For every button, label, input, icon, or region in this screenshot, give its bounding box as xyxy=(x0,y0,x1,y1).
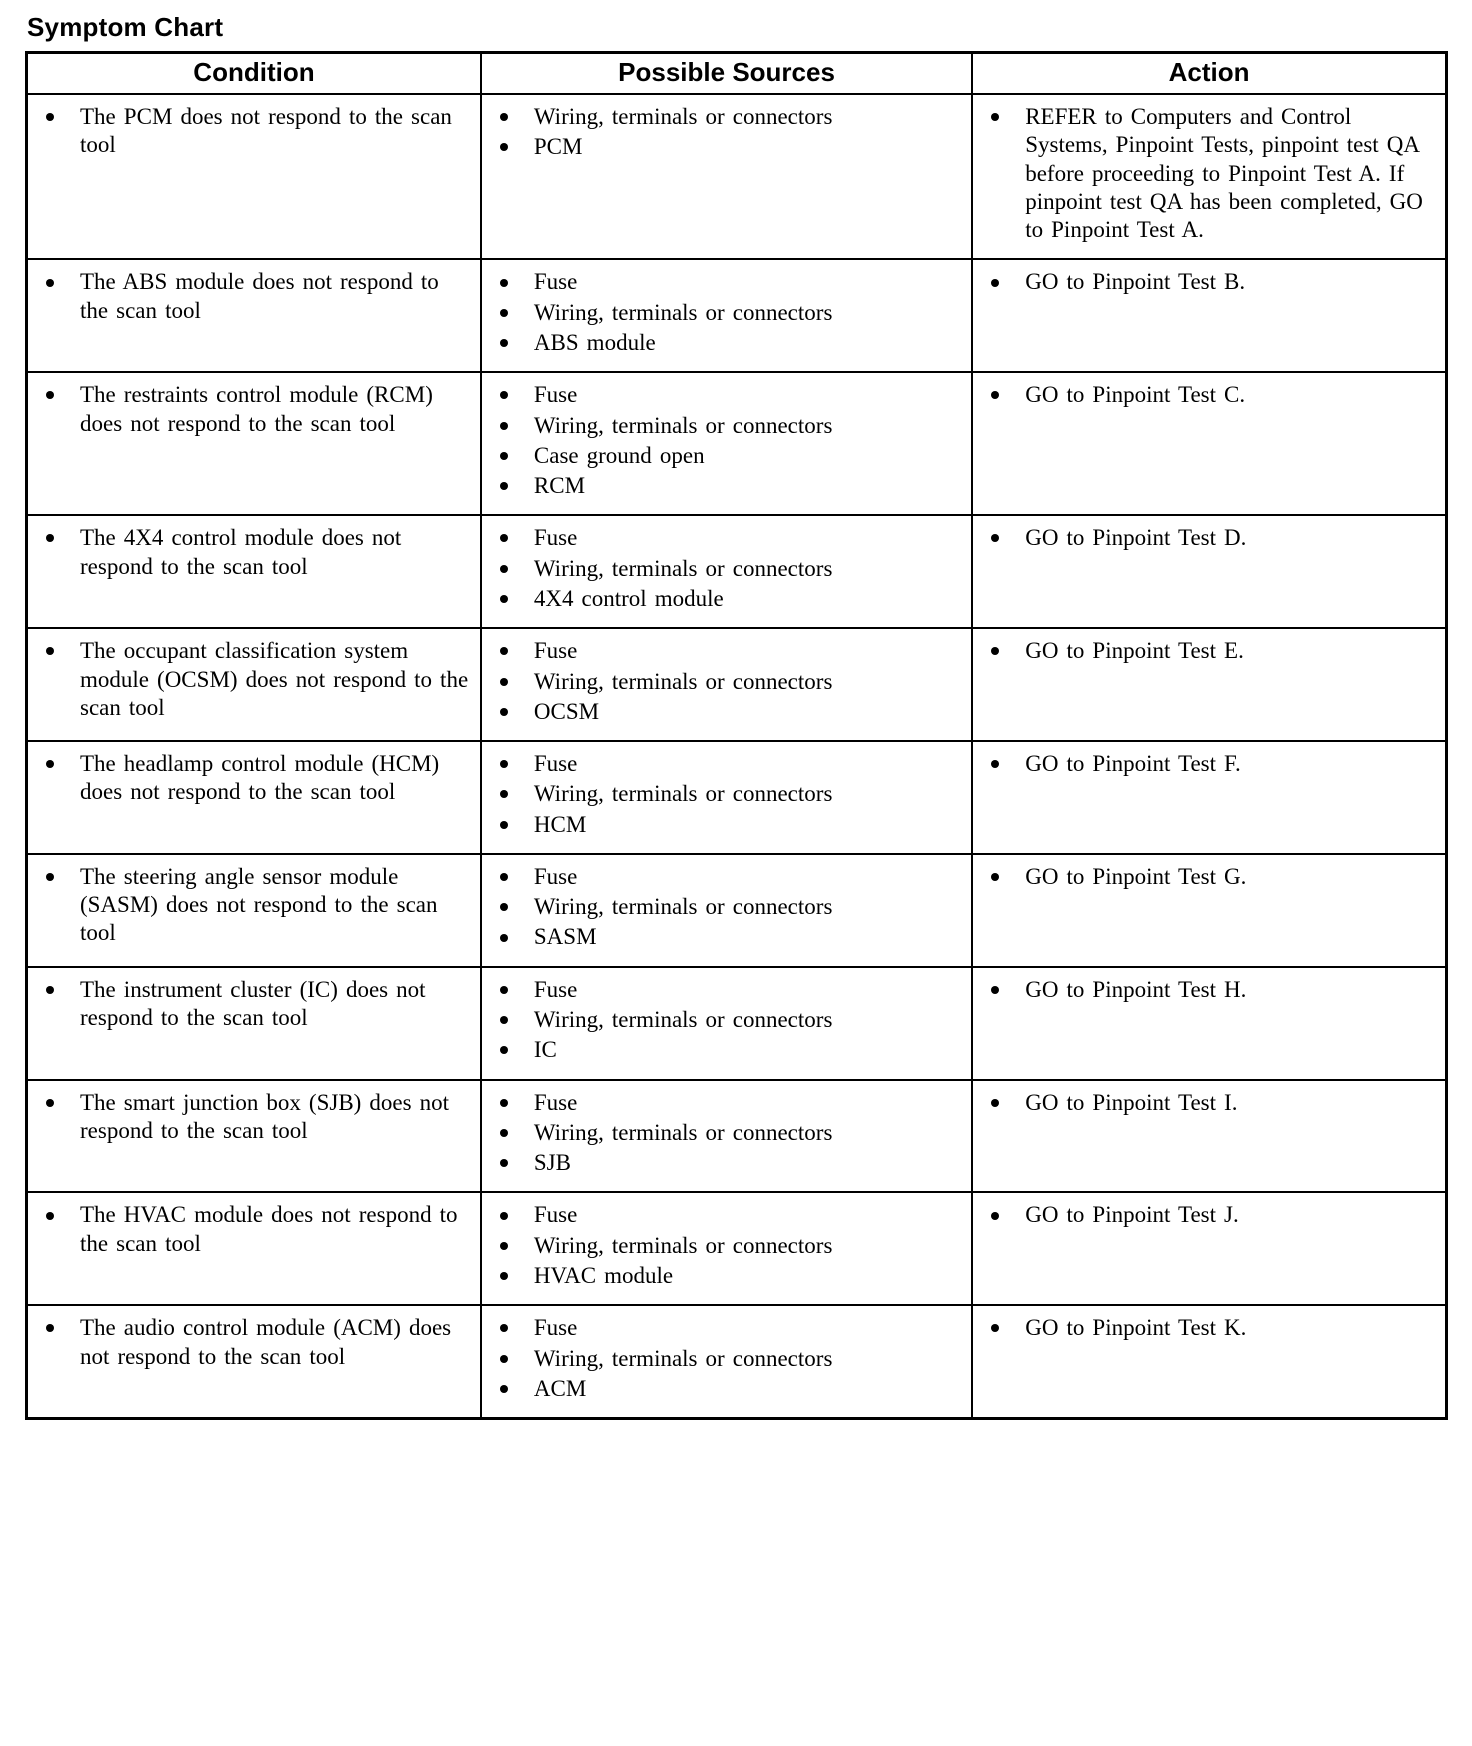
bullet-item: GO to Pinpoint Test I. xyxy=(989,1089,1435,1117)
table-row xyxy=(27,515,1447,628)
bullet-item: Wiring, terminals or connectors xyxy=(498,555,961,583)
bullet-list xyxy=(981,1314,1435,1342)
table-row xyxy=(27,967,1447,1080)
possible-sources-cell xyxy=(481,854,972,967)
bullet-list xyxy=(490,1089,961,1178)
bullet-item: Wiring, terminals or connectors xyxy=(498,1119,961,1147)
bullet-item: The PCM does not respond to the scan tool xyxy=(44,103,470,160)
condition-cell xyxy=(27,854,481,967)
action-cell xyxy=(972,628,1446,741)
table-row xyxy=(27,741,1447,854)
bullet-item: Wiring, terminals or connectors xyxy=(498,103,961,131)
bullet-item: GO to Pinpoint Test B. xyxy=(989,268,1435,296)
bullet-list xyxy=(490,524,961,613)
action-cell xyxy=(972,741,1446,854)
possible-sources-cell xyxy=(481,1192,972,1305)
bullet-list xyxy=(36,381,470,438)
bullet-item: PCM xyxy=(498,133,961,161)
table-header-row xyxy=(27,53,1447,95)
condition-cell xyxy=(27,515,481,628)
bullet-item: Wiring, terminals or connectors xyxy=(498,1345,961,1373)
bullet-item: The HVAC module does not respond to the scan tool xyxy=(44,1201,470,1258)
bullet-item: GO to Pinpoint Test H. xyxy=(989,976,1435,1004)
action-cell xyxy=(972,94,1446,259)
bullet-item: GO to Pinpoint Test F. xyxy=(989,750,1435,778)
action-cell xyxy=(972,259,1446,372)
bullet-item: Wiring, terminals or connectors xyxy=(498,412,961,440)
bullet-item: Wiring, terminals or connectors xyxy=(498,299,961,327)
bullet-item: Fuse xyxy=(498,750,961,778)
bullet-item: The instrument cluster (IC) does not respond to the scan tool xyxy=(44,976,470,1033)
bullet-item: Fuse xyxy=(498,1089,961,1117)
bullet-item: The audio control module (ACM) does not respond to the scan tool xyxy=(44,1314,470,1371)
bullet-list xyxy=(490,1314,961,1403)
bullet-item: RCM xyxy=(498,472,961,500)
bullet-item: Wiring, terminals or connectors xyxy=(498,1006,961,1034)
bullet-list xyxy=(36,863,470,948)
bullet-list xyxy=(490,637,961,726)
possible-sources-cell xyxy=(481,94,972,259)
bullet-list xyxy=(490,976,961,1065)
bullet-item: GO to Pinpoint Test D. xyxy=(989,524,1435,552)
bullet-item: REFER to Computers and Control Systems, Pinpoint Tests, pinpoint test QA before proceeding to Pinpoint Test A. If pinpoint test QA has been completed, GO to Pinpoint Test A. xyxy=(989,103,1435,244)
bullet-item: SASM xyxy=(498,923,961,951)
bullet-list xyxy=(36,524,470,581)
header-action: Action xyxy=(972,53,1446,95)
action-cell xyxy=(972,1305,1446,1418)
bullet-list xyxy=(981,976,1435,1004)
bullet-item: ABS module xyxy=(498,329,961,357)
bullet-item: The 4X4 control module does not respond to the scan tool xyxy=(44,524,470,581)
condition-cell xyxy=(27,741,481,854)
action-cell xyxy=(972,967,1446,1080)
bullet-list xyxy=(36,750,470,807)
bullet-list xyxy=(490,103,961,162)
condition-cell xyxy=(27,94,481,259)
bullet-item: Fuse xyxy=(498,1201,961,1229)
bullet-list xyxy=(490,268,961,357)
table-row xyxy=(27,372,1447,515)
bullet-list xyxy=(981,750,1435,778)
bullet-list xyxy=(36,1201,470,1258)
bullet-list xyxy=(981,637,1435,665)
bullet-item: Fuse xyxy=(498,1314,961,1342)
possible-sources-cell xyxy=(481,967,972,1080)
bullet-list xyxy=(36,1314,470,1371)
bullet-item: GO to Pinpoint Test G. xyxy=(989,863,1435,891)
bullet-list xyxy=(981,1089,1435,1117)
bullet-item: The ABS module does not respond to the scan tool xyxy=(44,268,470,325)
symptom-table-body xyxy=(27,94,1447,1419)
bullet-item: Fuse xyxy=(498,268,961,296)
bullet-item: Fuse xyxy=(498,976,961,1004)
possible-sources-cell xyxy=(481,515,972,628)
bullet-list xyxy=(981,863,1435,891)
bullet-item: The occupant classification system module (OCSM) does not respond to the scan tool xyxy=(44,637,470,722)
condition-cell xyxy=(27,1305,481,1418)
bullet-item: ACM xyxy=(498,1375,961,1403)
bullet-list xyxy=(981,381,1435,409)
bullet-item: The restraints control module (RCM) does not respond to the scan tool xyxy=(44,381,470,438)
bullet-item: The headlamp control module (HCM) does not respond to the scan tool xyxy=(44,750,470,807)
bullet-item: GO to Pinpoint Test K. xyxy=(989,1314,1435,1342)
bullet-item: Case ground open xyxy=(498,442,961,470)
bullet-item: The steering angle sensor module (SASM) does not respond to the scan tool xyxy=(44,863,470,948)
bullet-list xyxy=(36,976,470,1033)
condition-cell xyxy=(27,1080,481,1193)
table-row xyxy=(27,854,1447,967)
bullet-item: Fuse xyxy=(498,381,961,409)
bullet-item: GO to Pinpoint Test C. xyxy=(989,381,1435,409)
condition-cell xyxy=(27,628,481,741)
header-condition: Condition xyxy=(27,53,481,95)
bullet-list xyxy=(490,863,961,952)
bullet-item: Fuse xyxy=(498,524,961,552)
bullet-item: HVAC module xyxy=(498,1262,961,1290)
bullet-list xyxy=(490,750,961,839)
table-row xyxy=(27,1192,1447,1305)
possible-sources-cell xyxy=(481,1305,972,1418)
bullet-item: HCM xyxy=(498,811,961,839)
bullet-item: The smart junction box (SJB) does not respond to the scan tool xyxy=(44,1089,470,1146)
bullet-item: IC xyxy=(498,1036,961,1064)
bullet-item: Fuse xyxy=(498,863,961,891)
bullet-item: SJB xyxy=(498,1149,961,1177)
possible-sources-cell xyxy=(481,372,972,515)
table-row xyxy=(27,1080,1447,1193)
action-cell xyxy=(972,854,1446,967)
possible-sources-cell xyxy=(481,628,972,741)
possible-sources-cell xyxy=(481,259,972,372)
bullet-list xyxy=(490,1201,961,1290)
bullet-list xyxy=(36,1089,470,1146)
bullet-list xyxy=(36,637,470,722)
bullet-list xyxy=(36,103,470,160)
bullet-item: Wiring, terminals or connectors xyxy=(498,780,961,808)
bullet-list xyxy=(981,1201,1435,1229)
bullet-item: Wiring, terminals or connectors xyxy=(498,893,961,921)
bullet-item: Wiring, terminals or connectors xyxy=(498,1232,961,1260)
condition-cell xyxy=(27,967,481,1080)
bullet-list xyxy=(981,524,1435,552)
action-cell xyxy=(972,372,1446,515)
header-possible-sources: Possible Sources xyxy=(481,53,972,95)
bullet-item: 4X4 control module xyxy=(498,585,961,613)
bullet-item: Wiring, terminals or connectors xyxy=(498,668,961,696)
symptom-table xyxy=(25,51,1448,1420)
action-cell xyxy=(972,1080,1446,1193)
bullet-list xyxy=(981,103,1435,244)
bullet-list xyxy=(36,268,470,325)
table-row xyxy=(27,259,1447,372)
condition-cell xyxy=(27,372,481,515)
bullet-item: OCSM xyxy=(498,698,961,726)
action-cell xyxy=(972,515,1446,628)
table-row xyxy=(27,628,1447,741)
possible-sources-cell xyxy=(481,741,972,854)
bullet-item: Fuse xyxy=(498,637,961,665)
action-cell xyxy=(972,1192,1446,1305)
bullet-item: GO to Pinpoint Test J. xyxy=(989,1201,1435,1229)
possible-sources-cell xyxy=(481,1080,972,1193)
condition-cell xyxy=(27,259,481,372)
condition-cell xyxy=(27,1192,481,1305)
bullet-item: GO to Pinpoint Test E. xyxy=(989,637,1435,665)
bullet-list xyxy=(490,381,961,500)
bullet-list xyxy=(981,268,1435,296)
page-title: Symptom Chart xyxy=(27,12,224,42)
table-row xyxy=(27,94,1447,259)
table-row xyxy=(27,1305,1447,1418)
